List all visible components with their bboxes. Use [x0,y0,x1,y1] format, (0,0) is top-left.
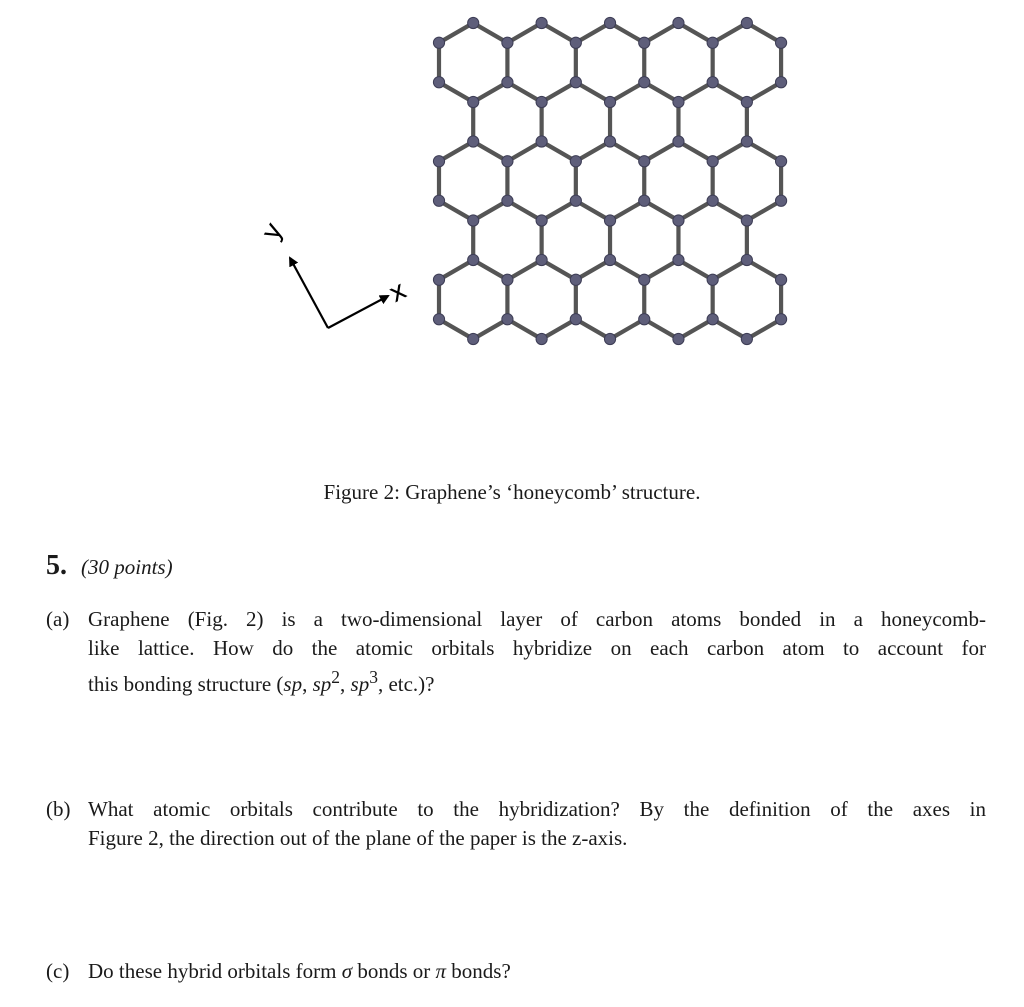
bonds-group [439,23,781,339]
sp2-term: sp [312,672,332,696]
carbon-atom [536,17,547,28]
carbon-atom [707,156,718,167]
sp-term: sp [283,672,303,696]
part-c [46,957,986,986]
carbon-atom [468,136,479,147]
carbon-atom [433,77,444,88]
carbon-atom [775,156,786,167]
graphene-figure [240,10,810,430]
part-a-line-1: Graphene (Fig. 2) is a two-dimensional layer of carbon atoms bonded in a honeycomb- [88,607,986,631]
carbon-atom [775,314,786,325]
carbon-atom [433,274,444,285]
carbon-atom [570,37,581,48]
part-c-text [88,957,986,986]
carbon-atom [775,37,786,48]
carbon-atom [741,254,752,265]
part-c-label: (c) [46,959,70,983]
carbon-atom [639,77,650,88]
part-a-text [88,605,986,699]
carbon-atom [639,314,650,325]
sp3-term: sp [350,672,370,696]
sigma-symbol: σ [341,959,353,983]
part-b [46,795,986,853]
carbon-atom [468,254,479,265]
carbon-atom [775,195,786,206]
carbon-atom [639,195,650,206]
part-b-line-1: What atomic orbitals contribute to the hybridization? By the definition of the axes in [88,797,986,821]
part-a-line-2: like lattice. How do the atomic orbitals hybridize on each carbon atom to account for [88,636,986,660]
carbon-atom [639,156,650,167]
carbon-atom [741,136,752,147]
atoms-group [433,17,786,344]
carbon-atom [775,274,786,285]
y-axis-label: y [255,217,290,246]
part-a [46,605,986,699]
carbon-atom [570,195,581,206]
carbon-atom [604,333,615,344]
carbon-atom [502,314,513,325]
pi-symbol: π [435,959,447,983]
carbon-atom [673,96,684,107]
carbon-atom [570,77,581,88]
carbon-atom [433,37,444,48]
carbon-atom [502,274,513,285]
carbon-atom [639,37,650,48]
carbon-atom [536,333,547,344]
carbon-atom [502,156,513,167]
carbon-atom [604,215,615,226]
carbon-atom [433,314,444,325]
carbon-atom [604,254,615,265]
carbon-atom [502,77,513,88]
carbon-atom [741,215,752,226]
carbon-atom [468,215,479,226]
question-points: (30 points) [81,555,173,579]
carbon-atom [741,96,752,107]
carbon-atom [673,254,684,265]
carbon-atom [468,96,479,107]
carbon-atom [775,77,786,88]
part-c-line-1: Do these hybrid orbitals form σ bonds or π bonds? [88,959,511,983]
part-a-line-3: this bonding structure (sp, $sp^2$, $sp^3$, etc.)? [88,667,435,696]
carbon-atom [604,136,615,147]
carbon-atom [741,17,752,28]
carbon-atom [639,274,650,285]
carbon-atom [536,254,547,265]
carbon-atom [604,96,615,107]
carbon-atom [604,17,615,28]
part-a-label: (a) [46,607,70,631]
carbon-atom [673,333,684,344]
part-b-line-2: Figure 2, the direction out of the plane of the paper is the z-axis. [88,826,628,850]
carbon-atom [673,215,684,226]
carbon-atom [570,314,581,325]
carbon-atom [468,17,479,28]
question-header [46,550,173,582]
carbon-atom [707,314,718,325]
carbon-atom [570,156,581,167]
carbon-atom [536,136,547,147]
carbon-atom [707,77,718,88]
carbon-atom [673,17,684,28]
carbon-atom [536,215,547,226]
carbon-atom [433,156,444,167]
carbon-atom [502,37,513,48]
part-b-label: (b) [46,797,71,821]
carbon-atom [536,96,547,107]
figure-caption: Figure 2: Graphene’s ‘honeycomb’ structure. [323,480,701,504]
carbon-atom [673,136,684,147]
carbon-atom [468,333,479,344]
honeycomb-lattice [240,10,810,430]
carbon-atom [707,37,718,48]
carbon-atom [570,274,581,285]
carbon-atom [741,333,752,344]
carbon-atom [502,195,513,206]
x-axis-label: x [383,275,412,309]
part-b-text [88,795,986,853]
question-number: 5. [46,550,67,581]
carbon-atom [707,274,718,285]
carbon-atom [433,195,444,206]
carbon-atom [707,195,718,206]
